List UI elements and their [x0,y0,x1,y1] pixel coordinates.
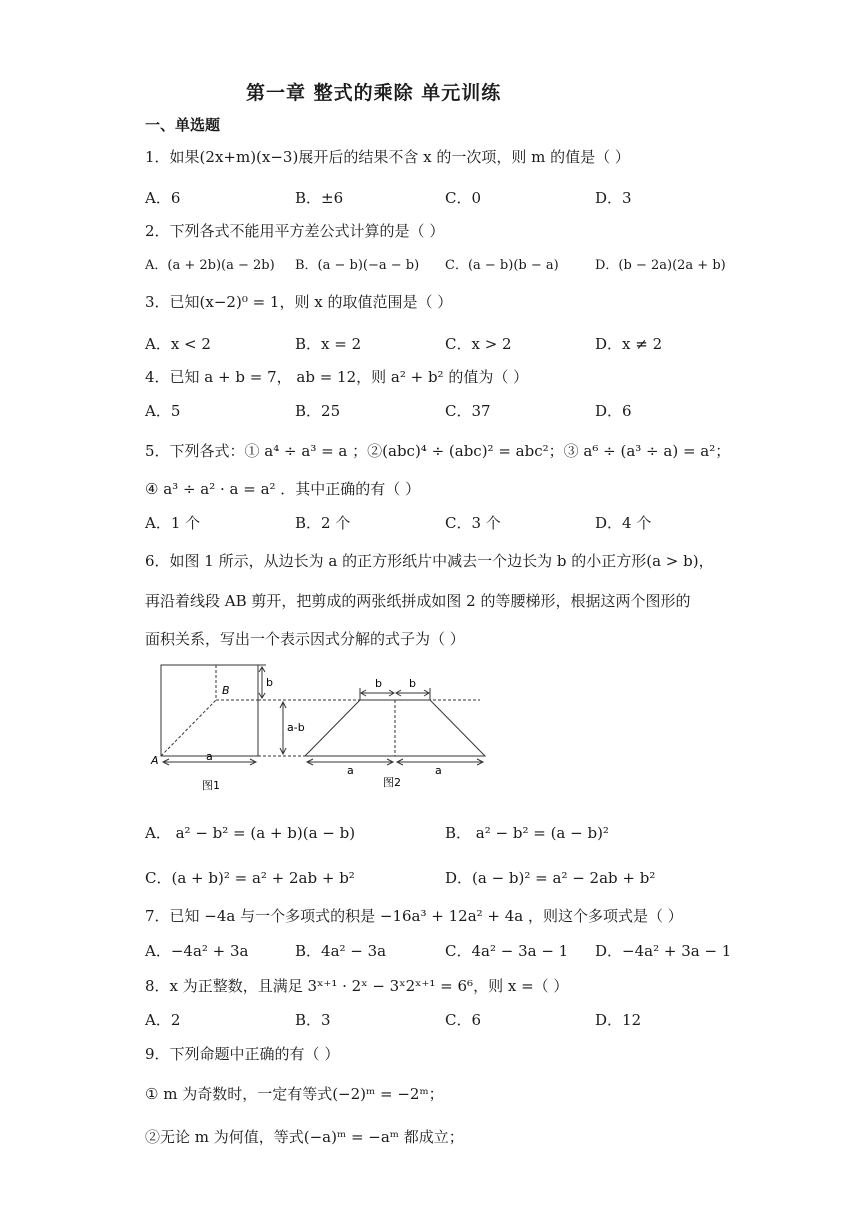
question-5-option-a[interactable]: A．1 个 [145,514,201,532]
question-1-option-c[interactable]: C．0 [445,189,482,207]
fig2-label-b-right: b [409,677,416,690]
question-2-option-b[interactable]: B．(a − b)(−a − b) [295,258,420,273]
question-7-option-b[interactable]: B．4a² − 3a [295,942,387,960]
fig2-caption: 图2 [383,776,401,789]
question-2-option-c[interactable]: C．(a − b)(b − a) [445,258,559,273]
question-4-option-c[interactable]: C．37 [445,402,491,420]
question-1-option-d[interactable]: D．3 [595,189,632,207]
fig2-label-b-left: b [375,677,382,690]
question-5-stem-line2: ④ a³ ÷ a² · a = a² ．其中正确的有（ ） [145,480,421,498]
question-7-option-c[interactable]: C．4a² − 3a − 1 [445,942,569,960]
question-7-option-a[interactable]: A．−4a² + 3a [145,942,249,960]
fig2-label-a-left: a [347,764,354,777]
fig1-label-B: B [222,684,230,697]
question-6-stem-line3: 面积关系，写出一个表示因式分解的式子为（ ） [145,630,465,648]
section-heading: 一、单选题 [145,116,221,134]
question-4-option-a[interactable]: A．5 [145,402,181,420]
question-5-option-b[interactable]: B．2 个 [295,514,351,532]
question-3-option-a[interactable]: A．x < 2 [145,335,211,353]
fig1-label-a: a [206,750,213,763]
question-7-stem: 7．已知 −4a 与一个多项式的积是 −16a³ + 12a² + 4a ，则这个多项式是（ ） [145,907,683,925]
question-4-option-d[interactable]: D．6 [595,402,632,420]
question-1-stem: 1．如果(2x+m)(x−3)展开后的结果不含 x 的一次项，则 m 的值是（ ） [145,148,630,166]
question-6-option-c[interactable]: C．(a + b)² = a² + 2ab + b² [145,869,355,887]
question-1-option-b[interactable]: B．±6 [295,189,344,207]
fig2-label-a-right: a [435,764,442,777]
question-8-option-d[interactable]: D．12 [595,1011,642,1029]
question-9-item-2: ②无论 m 为何值，等式(−a)ᵐ = −aᵐ 都成立； [145,1128,464,1146]
fig1-caption: 图1 [202,779,220,792]
page-title: 第一章 整式的乘除 单元训练 [246,82,502,104]
fig1-label-a-minus-b: a-b [287,721,305,734]
fig1-label-A: A [151,754,159,767]
question-8-option-b[interactable]: B．3 [295,1011,331,1029]
fig1-label-b: b [266,676,273,689]
question-3-option-b[interactable]: B．x = 2 [295,335,362,353]
question-3-stem: 3．已知(x−2)⁰ = 1，则 x 的取值范围是（ ） [145,293,453,311]
question-2-option-a[interactable]: A．(a + 2b)(a − 2b) [145,258,275,273]
question-6-option-b[interactable]: B． a² − b² = (a − b)² [445,824,609,842]
question-3-option-c[interactable]: C．x > 2 [445,335,512,353]
question-8-option-a[interactable]: A．2 [145,1011,181,1029]
question-6-option-a[interactable]: A． a² − b² = (a + b)(a − b) [145,824,356,842]
question-6-stem-line1: 6．如图 1 所示，从边长为 a 的正方形纸片中减去一个边长为 b 的小正方形(a > b)， [145,552,714,570]
question-8-option-c[interactable]: C．6 [445,1011,482,1029]
question-6-figure [0,658,860,798]
question-2-option-d[interactable]: D．(b − 2a)(2a + b) [595,258,726,273]
question-4-stem: 4．已知 a + b = 7， ab = 12，则 a² + b² 的值为（ ） [145,368,529,386]
question-5-stem-line1: 5．下列各式：① a⁴ ÷ a³ = a ；②(abc)⁴ ÷ (abc)² = abc²；③ a⁶ ÷ (a³ ÷ a) = a²； [145,442,731,460]
question-3-option-d[interactable]: D．x ≠ 2 [595,335,663,353]
question-9-stem: 9．下列命题中正确的有（ ） [145,1045,340,1063]
question-4-option-b[interactable]: B．25 [295,402,341,420]
question-8-stem: 8．x 为正整数，且满足 3ˣ⁺¹ · 2ˣ − 3ˣ2ˣ⁺¹ = 6⁶，则 x =（ ） [145,977,569,995]
question-7-option-d[interactable]: D．−4a² + 3a − 1 [595,942,732,960]
question-5-option-d[interactable]: D．4 个 [595,514,652,532]
question-9-item-1: ① m 为奇数时，一定有等式(−2)ᵐ = −2ᵐ； [145,1085,444,1103]
question-1-option-a[interactable]: A．6 [145,189,181,207]
question-6-option-d[interactable]: D．(a − b)² = a² − 2ab + b² [445,869,656,887]
question-6-stem-line2: 再沿着线段 AB 剪开，把剪成的两张纸拼成如图 2 的等腰梯形，根据这两个图形的 [145,592,691,610]
question-5-option-c[interactable]: C．3 个 [445,514,501,532]
question-2-stem: 2．下列各式不能用平方差公式计算的是（ ） [145,222,445,240]
